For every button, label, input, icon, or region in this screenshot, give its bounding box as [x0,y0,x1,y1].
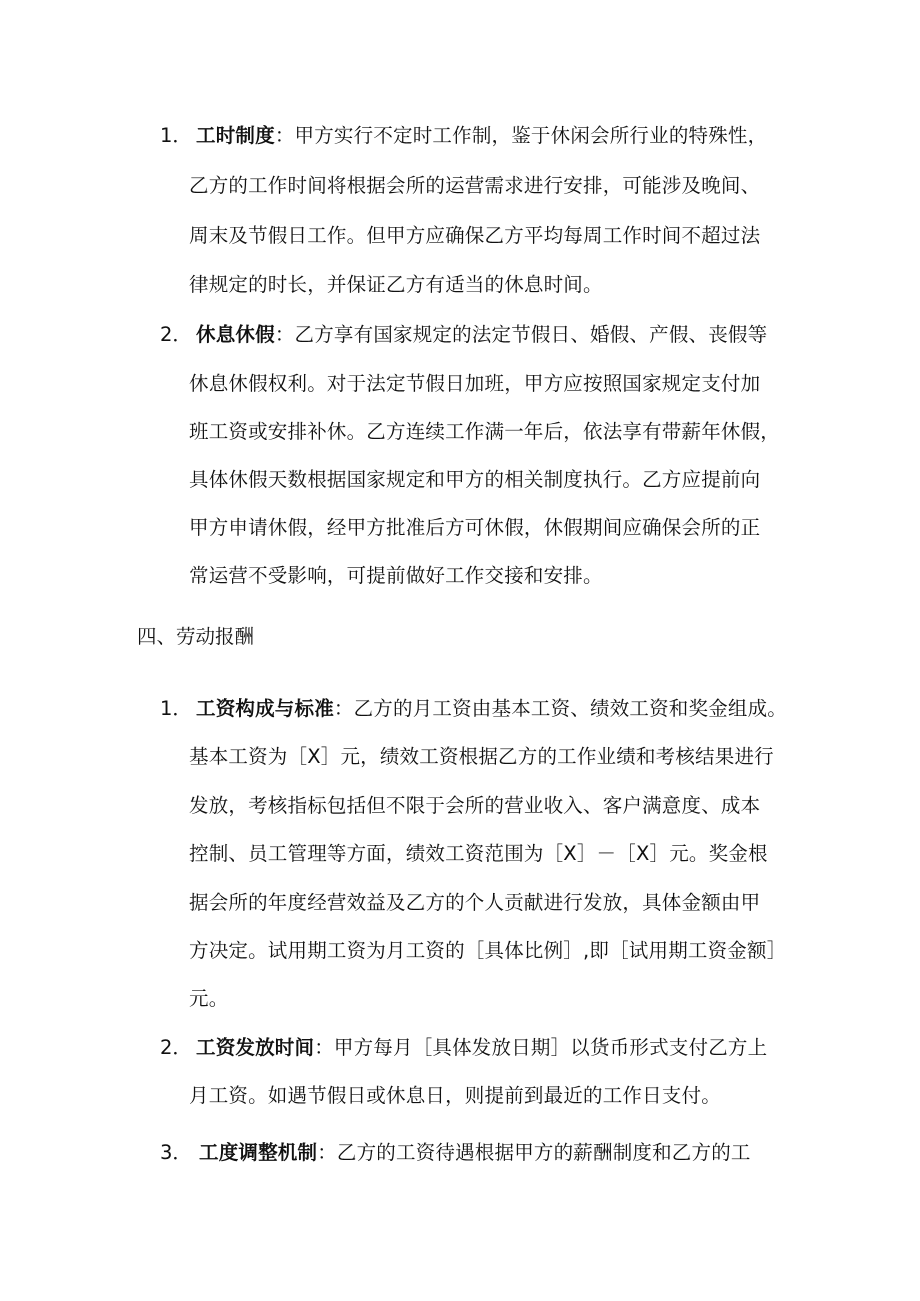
clause-line: 控制、员工管理等方面，绩效工资范围为［X］－［X］元。奖金根 [189,842,768,865]
clause-first-line: 工资构成与标准：乙方的月工资由基本工资、绩效工资和奖金组成。 [196,697,788,720]
clause-title: 工度调整机制 [199,1141,318,1164]
clause-first-line: 休息休假：乙方享有国家规定的法定节假日、婚假、产假、丧假等 [196,323,768,346]
clause-title: 工资构成与标准 [196,697,334,720]
clause-title: 休息休假 [196,323,275,346]
clause-line: 具体休假天数根据国家规定和甲方的相关制度执行。乙方应提前向 [189,468,761,491]
clause-line: 律规定的时长，并保证乙方有适当的休息时间。 [189,273,603,296]
clause-line: 据会所的年度经营效益及乙方的个人贡献进行发放，具体金额由甲 [189,891,761,914]
clause-first-line: 工度调整机制：乙方的工资待遇根据甲方的薪酬制度和乙方的工 [199,1141,751,1164]
clause-line: 基本工资为［X］元，绩效工资根据乙方的工作业绩和考核结果进行 [189,745,774,768]
clause-line: 月工资。如遇节假日或休息日，则提前到最近的工作日支付。 [189,1084,721,1107]
clause-number: 2． [160,1036,192,1059]
clause-line: 休息休假权利。对于法定节假日加班，甲方应按照国家规定支付加 [189,372,761,395]
clause-line: 乙方的工作时间将根据会所的运营需求进行安排，可能涉及晚间、 [189,174,761,197]
clause-number: 1． [160,697,192,720]
clause-first-line: 工时制度：甲方实行不定时工作制，鉴于休闲会所行业的特殊性， [196,124,768,147]
clause-number: 3． [160,1141,192,1164]
clause-line: 班工资或安排补休。乙方连续工作满一年后，依法享有带薪年休假， [189,420,781,443]
clause-number: 1． [160,124,192,147]
clause-number: 2． [160,323,192,346]
clause-line: 元。 [189,987,229,1010]
clause-title: 工资发放时间 [196,1036,315,1059]
clause-line: 常运营不受影响，可提前做好工作交接和安排。 [189,564,603,587]
clause-line: 周末及节假日工作。但甲方应确保乙方平均每周工作时间不超过法 [189,224,761,247]
clause-line: 甲方申请休假，经甲方批准后方可休假，休假期间应确保会所的正 [189,516,761,539]
clause-first-line: 工资发放时间：甲方每月［具体发放日期］以货币形式支付乙方上 [196,1036,768,1059]
clause-line: 发放，考核指标包括但不限于会所的营业收入、客户满意度、成本 [189,794,761,817]
section-heading: 四、劳动报酬 [137,625,255,648]
clause-line: 方决定。试用期工资为月工资的［具体比例］,即［试用期工资金额］ [189,939,787,962]
clause-title: 工时制度 [196,124,275,147]
